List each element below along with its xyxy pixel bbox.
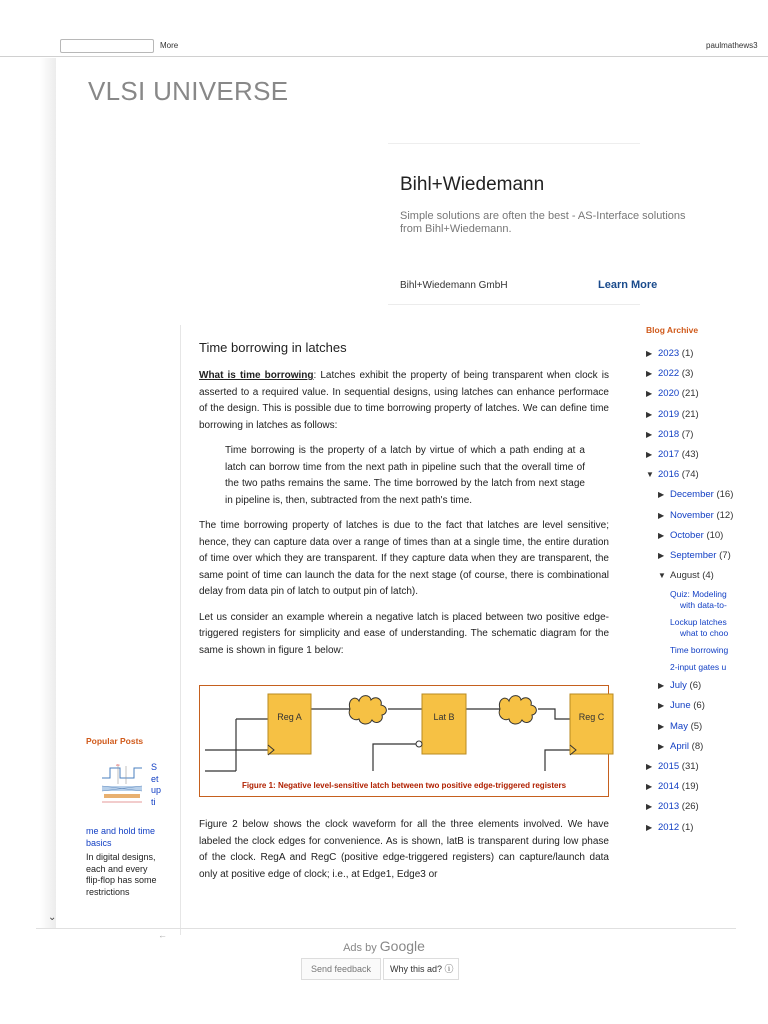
send-feedback-button[interactable]: Send feedback xyxy=(301,958,381,980)
archive-year-2019[interactable] xyxy=(646,405,768,425)
blogger-navbar xyxy=(0,36,768,57)
triangle-right-icon[interactable]: ▶ xyxy=(658,490,665,500)
archive-year-2022-link[interactable]: 2022 xyxy=(658,368,680,380)
triangle-down-icon[interactable]: ▼ xyxy=(658,571,666,581)
post-paragraph-1 xyxy=(199,368,609,434)
ad-learn-more-button[interactable]: Learn More xyxy=(598,279,658,291)
archive-year-2018-count: (7) xyxy=(681,428,694,440)
archive-year-2012-link[interactable]: 2012 xyxy=(658,821,680,833)
page-left-edge xyxy=(40,58,56,928)
lat-b-label: Lat B xyxy=(433,712,455,722)
archive-month-may-count: (5) xyxy=(690,720,703,732)
archive-year-2020-count: (21) xyxy=(681,388,699,400)
archive-year-2017-count: (43) xyxy=(681,448,699,460)
figure-1-schematic xyxy=(199,685,609,797)
figure-1-caption: Figure 1: Negative level-sensitive latch between two positive edge-triggered registers xyxy=(241,781,567,790)
ad-divider xyxy=(388,304,640,305)
archive-year-2013-link[interactable]: 2013 xyxy=(658,801,680,813)
triangle-right-icon[interactable]: ▶ xyxy=(658,550,665,560)
popular-post-link-continued[interactable]: me and hold time basics xyxy=(86,826,156,848)
archive-month-october-count: (10) xyxy=(706,529,724,541)
archive-month-november-link[interactable]: November xyxy=(670,509,714,521)
archive-list xyxy=(646,344,768,838)
triangle-right-icon[interactable]: ▶ xyxy=(658,701,665,711)
popular-posts-title: Popular Posts xyxy=(86,736,144,746)
ad-description: Simple solutions are often the best - AS-Interface solutions from Bihl+Wiedemann. xyxy=(400,210,686,235)
popular-post-thumbnail[interactable] xyxy=(100,762,144,808)
archive-month-june[interactable] xyxy=(646,696,768,716)
archive-month-july-link[interactable]: July xyxy=(670,680,687,692)
triangle-right-icon[interactable]: ▶ xyxy=(646,449,653,459)
archive-year-2015[interactable] xyxy=(646,757,768,777)
archive-month-july-count: (6) xyxy=(689,680,702,692)
archive-year-2017-link[interactable]: 2017 xyxy=(658,448,680,460)
archive-month-september[interactable] xyxy=(646,546,768,566)
triangle-right-icon[interactable]: ▶ xyxy=(658,721,665,731)
triangle-right-icon[interactable]: ▶ xyxy=(646,369,653,379)
archive-month-november[interactable] xyxy=(646,506,768,526)
archive-month-august-count: (4) xyxy=(702,570,714,582)
archive-year-2015-count: (31) xyxy=(681,761,699,772)
svg-text:clk: clk xyxy=(116,763,120,767)
archive-month-december[interactable] xyxy=(646,485,768,505)
post-term-heading: What is time borrowing xyxy=(199,370,314,381)
archive-month-july[interactable] xyxy=(646,676,768,696)
archive-year-2014-link[interactable]: 2014 xyxy=(658,781,680,793)
navbar-user-account[interactable]: paulmathews3 xyxy=(706,41,758,50)
post-paragraph-3: Let us consider an example wherein a negative latch is placed between two positive edge-triggered registers for simplicity and ease of understanding. The schematic diagram for the same is shown in figure 1 below: xyxy=(199,611,609,656)
blog-archive-title: Blog Archive xyxy=(646,325,699,335)
archive-post-link[interactable] xyxy=(670,586,768,614)
archive-month-october-link[interactable]: October xyxy=(670,529,704,541)
archive-month-august-link[interactable]: August xyxy=(670,570,700,582)
google-logo: Google xyxy=(379,938,425,954)
triangle-right-icon[interactable]: ▶ xyxy=(646,409,653,419)
back-arrow-icon[interactable]: ← xyxy=(158,930,167,940)
triangle-right-icon[interactable]: ▶ xyxy=(646,429,653,439)
display-ad[interactable] xyxy=(388,143,686,306)
archive-year-2013-count: (26) xyxy=(681,801,699,813)
triangle-right-icon[interactable]: ▶ xyxy=(646,762,653,771)
popular-post-snippet: In digital designs, each and every flip-flop has some restrictions xyxy=(86,852,157,897)
popular-post-link[interactable]: Setupti xyxy=(151,762,162,807)
ad-title[interactable]: Bihl+Wiedemann xyxy=(400,174,545,195)
navbar-more-link[interactable]: More xyxy=(160,41,179,50)
popular-posts xyxy=(86,736,166,897)
triangle-down-icon[interactable]: ▼ xyxy=(646,470,654,480)
archive-year-2020[interactable] xyxy=(646,384,768,404)
archive-year-2014[interactable] xyxy=(646,777,768,797)
archive-year-2014-count: (19) xyxy=(681,781,699,793)
archive-post-link[interactable] xyxy=(670,659,768,676)
archive-month-september-count: (7) xyxy=(719,549,731,561)
archive-year-2023-link[interactable]: 2023 xyxy=(658,348,680,359)
archive-post-title-line2[interactable]: what to choo xyxy=(680,628,729,639)
triangle-right-icon[interactable]: ▶ xyxy=(646,782,653,792)
triangle-right-icon[interactable]: ▶ xyxy=(658,741,665,751)
navbar-search-input[interactable] xyxy=(60,39,154,53)
ads-by-text: Ads by xyxy=(343,942,377,954)
archive-post-link[interactable] xyxy=(670,614,768,642)
triangle-right-icon[interactable]: ▶ xyxy=(646,389,653,399)
archive-month-may-link[interactable]: May xyxy=(670,720,688,732)
triangle-right-icon[interactable]: ▶ xyxy=(646,802,653,812)
post-paragraph-1-text: : Latches exhibit the property of being transparent when clock is asserted to a required value. In sequential designs, using latches can enhance performace of the design. This is possible due to time borrowing property of latches. We can define time borrowing in latches as follows: xyxy=(199,370,609,431)
blog-title[interactable]: VLSI UNIVERSE xyxy=(88,76,289,106)
post-paragraph-2: The time borrowing property of latches is due to the fact that latches are level sensitive; hence, they can capture data over a range of times than at a single time, the entire duration of time over which they are transparent. If they capture data when they are transparent, the same point of time can launch the data for the next stage (of course, there is combinational delay from data pin of latch to output pin of latch). xyxy=(199,520,609,597)
archive-year-2017[interactable] xyxy=(646,445,768,465)
archive-year-2018[interactable] xyxy=(646,425,768,445)
archive-year-2022-count: (3) xyxy=(681,368,694,380)
archive-month-april-count: (8) xyxy=(691,740,704,752)
triangle-right-icon[interactable]: ▶ xyxy=(658,530,665,540)
archive-year-2013[interactable] xyxy=(646,797,768,817)
archive-month-april-link[interactable]: April xyxy=(670,740,690,752)
schematic-diagram xyxy=(200,686,608,780)
archive-month-august[interactable] xyxy=(646,566,768,586)
archive-month-november-count: (12) xyxy=(716,509,734,521)
archive-month-september-link[interactable]: September xyxy=(670,549,717,561)
why-this-ad-button[interactable]: Why this ad? ⓘ xyxy=(383,958,459,980)
archive-post-title-line1[interactable]: Time borrowing xyxy=(670,645,729,656)
archive-year-2012[interactable] xyxy=(646,818,768,838)
archive-month-december-link[interactable]: December xyxy=(670,489,714,501)
reg-a-label: Reg A xyxy=(277,712,302,722)
archive-month-april[interactable] xyxy=(646,737,768,757)
archive-year-2022[interactable] xyxy=(646,364,768,384)
archive-year-2019-count: (21) xyxy=(681,408,699,420)
post-paragraph-4: Figure 2 below shows the clock waveform for all the three elements involved. We have labeled the clock edges for convenience. As is shown, latB is transparent during low phase of the clock. RegA and RegC (positive edge-triggered registers) can capture/launch data only at positive edge of clock; i.e., at Edge1, Edge3 or xyxy=(199,819,609,880)
archive-post-link[interactable] xyxy=(670,642,768,659)
archive-month-december-count: (16) xyxy=(716,489,734,501)
triangle-right-icon[interactable]: ▶ xyxy=(658,681,665,691)
blog-archive xyxy=(646,325,768,838)
archive-year-2019-link[interactable]: 2019 xyxy=(658,408,680,420)
archive-post-title-line1[interactable]: Lockup latches xyxy=(670,617,727,628)
ads-by-google xyxy=(0,938,768,954)
archive-year-2018-link[interactable]: 2018 xyxy=(658,428,680,440)
post-column-divider xyxy=(180,325,181,935)
reg-c-label: Reg C xyxy=(578,712,605,722)
triangle-right-icon[interactable]: ▶ xyxy=(658,510,665,520)
archive-month-october[interactable] xyxy=(646,526,768,546)
archive-year-2016-count: (74) xyxy=(681,469,699,481)
archive-year-2020-link[interactable]: 2020 xyxy=(658,388,680,400)
archive-year-2015-link[interactable]: 2015 xyxy=(658,761,680,772)
post-definition-quote: Time borrowing is the property of a latch by virtue of which a path ending at a latch can borrow time from the next path in pipeline such that the overall time of the two paths remains the same. The time borrowed by the latch from next stage in pipeline is, then, subtracted from the next path's time. xyxy=(225,445,585,506)
archive-year-2016-link[interactable]: 2016 xyxy=(658,469,680,481)
ad-footer-divider xyxy=(36,928,736,929)
archive-post-title-line1[interactable]: 2-input gates u xyxy=(670,662,727,673)
archive-year-2023-count: (1) xyxy=(681,348,694,359)
blog-post xyxy=(199,340,609,892)
archive-post-title-line2[interactable]: with data-to- xyxy=(680,600,727,611)
archive-year-2012-count: (1) xyxy=(681,821,694,833)
triangle-right-icon[interactable]: ▶ xyxy=(646,349,653,358)
ad-company: Bihl+Wiedemann GmbH xyxy=(400,280,508,291)
archive-month-may[interactable] xyxy=(646,717,768,737)
post-title[interactable]: Time borrowing in latches xyxy=(199,340,347,355)
archive-post-title-line1[interactable]: Quiz: Modeling xyxy=(670,589,727,600)
archive-year-2016[interactable] xyxy=(646,465,768,485)
archive-year-2023[interactable] xyxy=(646,344,768,364)
chevron-down-icon[interactable]: ⌄ xyxy=(48,912,57,923)
triangle-right-icon[interactable]: ▶ xyxy=(646,822,653,832)
archive-month-june-link[interactable]: June xyxy=(670,700,691,712)
archive-month-june-count: (6) xyxy=(693,700,705,712)
